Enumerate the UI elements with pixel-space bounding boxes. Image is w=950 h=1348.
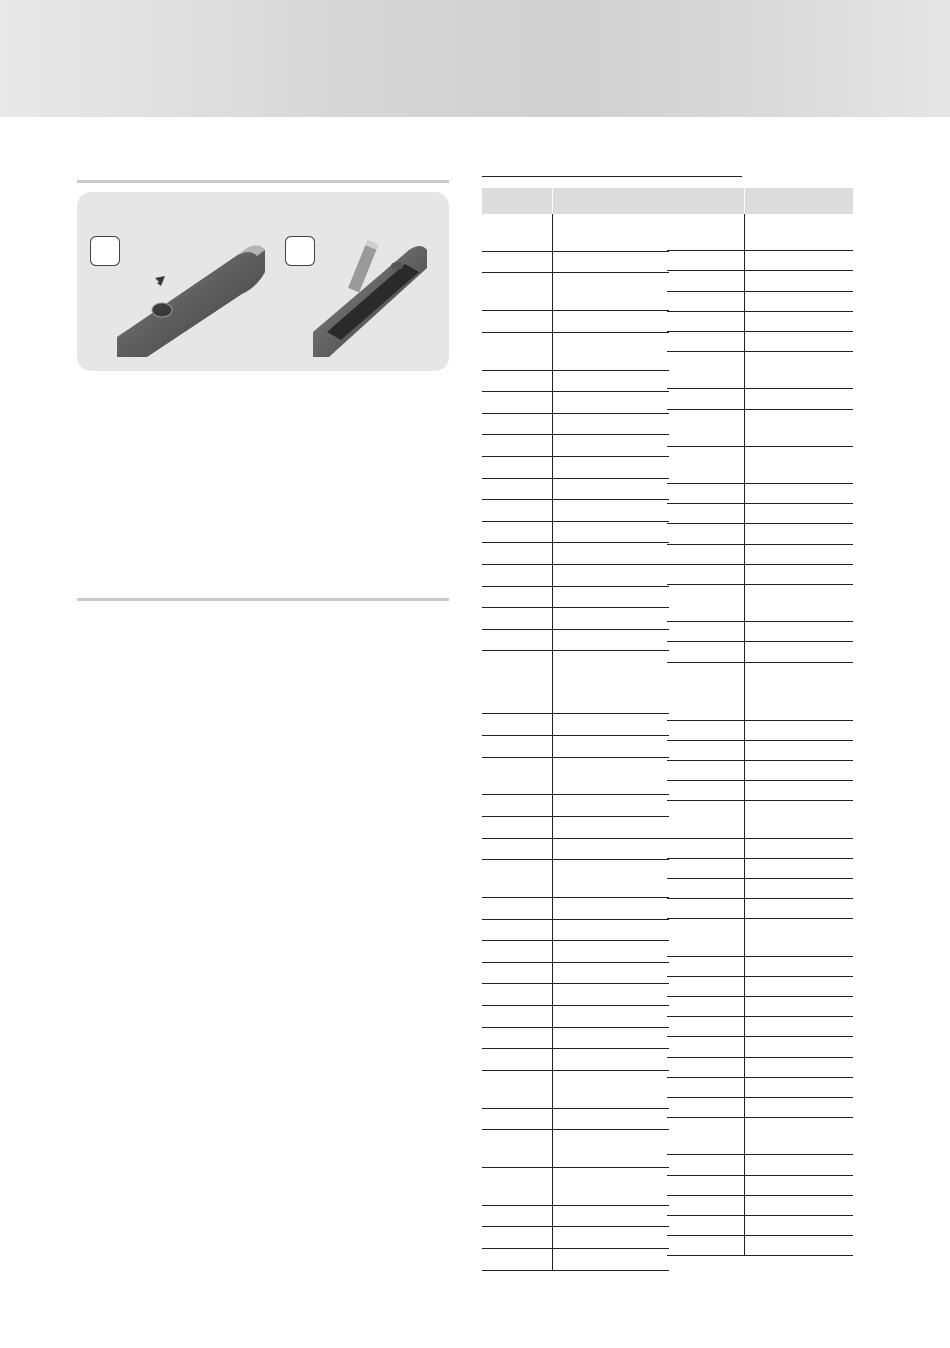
table-row	[667, 271, 853, 291]
table-row	[667, 410, 853, 447]
table-row	[482, 252, 669, 274]
table-row	[667, 741, 853, 761]
table-row	[482, 522, 669, 544]
table-row	[482, 795, 669, 817]
table-row	[667, 312, 853, 332]
table-row	[667, 622, 853, 642]
table-row	[667, 214, 853, 251]
table-row	[667, 997, 853, 1017]
table-row	[667, 1098, 853, 1118]
table-row	[482, 736, 669, 758]
table-row	[482, 414, 669, 436]
table-title-rule	[482, 176, 742, 177]
table-row	[482, 860, 669, 898]
table-row	[482, 1049, 669, 1071]
table-row	[667, 504, 853, 524]
table-row	[482, 758, 669, 796]
table-row	[667, 801, 853, 838]
table-row	[482, 817, 669, 839]
table-row	[482, 1006, 669, 1028]
table-row	[667, 919, 853, 956]
table-header	[667, 188, 853, 214]
table-row	[482, 651, 669, 714]
code-table-right	[667, 188, 853, 1274]
section-rule-top	[77, 180, 449, 183]
table-row	[482, 839, 669, 861]
table-row	[667, 721, 853, 741]
table-row	[482, 457, 669, 479]
table-row	[667, 565, 853, 585]
table-row	[667, 389, 853, 409]
table-row	[482, 311, 669, 333]
table-row	[667, 545, 853, 565]
table-row	[482, 630, 669, 652]
table-row	[482, 392, 669, 414]
table-row	[482, 941, 669, 963]
table-row	[667, 1017, 853, 1037]
table-row	[482, 963, 669, 985]
table-row	[667, 1155, 853, 1175]
table-row	[667, 251, 853, 271]
table-row	[667, 332, 853, 352]
table-row	[667, 899, 853, 919]
table-row	[482, 1227, 669, 1249]
table-row	[667, 447, 853, 484]
table-row	[482, 1028, 669, 1050]
table-row	[667, 663, 853, 721]
section-rule-middle	[77, 598, 449, 601]
table-row	[667, 524, 853, 544]
table-row	[667, 1118, 853, 1155]
table-row	[667, 957, 853, 977]
table-row	[667, 839, 853, 859]
table-row	[667, 859, 853, 879]
table-row	[482, 214, 669, 252]
table-row	[667, 761, 853, 781]
table-row	[667, 1078, 853, 1098]
code-table-left	[482, 188, 669, 1280]
remote-cover-slide-illustration	[107, 232, 267, 362]
table-row	[482, 984, 669, 1006]
table-row	[482, 608, 669, 630]
table-row	[482, 543, 669, 565]
table-row	[482, 587, 669, 609]
table-row	[482, 565, 669, 587]
table-row	[482, 714, 669, 736]
table-row	[482, 435, 669, 457]
table-row	[667, 977, 853, 997]
table-row	[482, 1109, 669, 1131]
table-row	[482, 920, 669, 942]
table-row	[667, 1236, 853, 1256]
table-row	[667, 1058, 853, 1078]
table-row	[667, 1196, 853, 1216]
table-row	[482, 273, 669, 311]
table-row	[667, 352, 853, 389]
table-row	[667, 292, 853, 312]
table-row	[482, 1249, 669, 1271]
table-row	[482, 1130, 669, 1168]
table-row	[667, 642, 853, 662]
table-row	[667, 585, 853, 622]
table-row	[482, 898, 669, 920]
table-row	[482, 333, 669, 371]
table-row	[667, 879, 853, 899]
table-row	[482, 479, 669, 501]
table-row	[667, 484, 853, 504]
table-row	[667, 781, 853, 801]
table-header	[482, 188, 669, 214]
battery-illustration-panel	[77, 192, 449, 371]
table-row	[482, 371, 669, 393]
header-band	[0, 0, 950, 117]
table-row	[667, 1037, 853, 1057]
table-row	[482, 1168, 669, 1206]
table-row	[482, 1071, 669, 1109]
table-row	[667, 1216, 853, 1236]
table-row	[482, 500, 669, 522]
table-row	[482, 1206, 669, 1228]
battery-insert-illustration	[309, 232, 449, 362]
table-row	[667, 1176, 853, 1196]
